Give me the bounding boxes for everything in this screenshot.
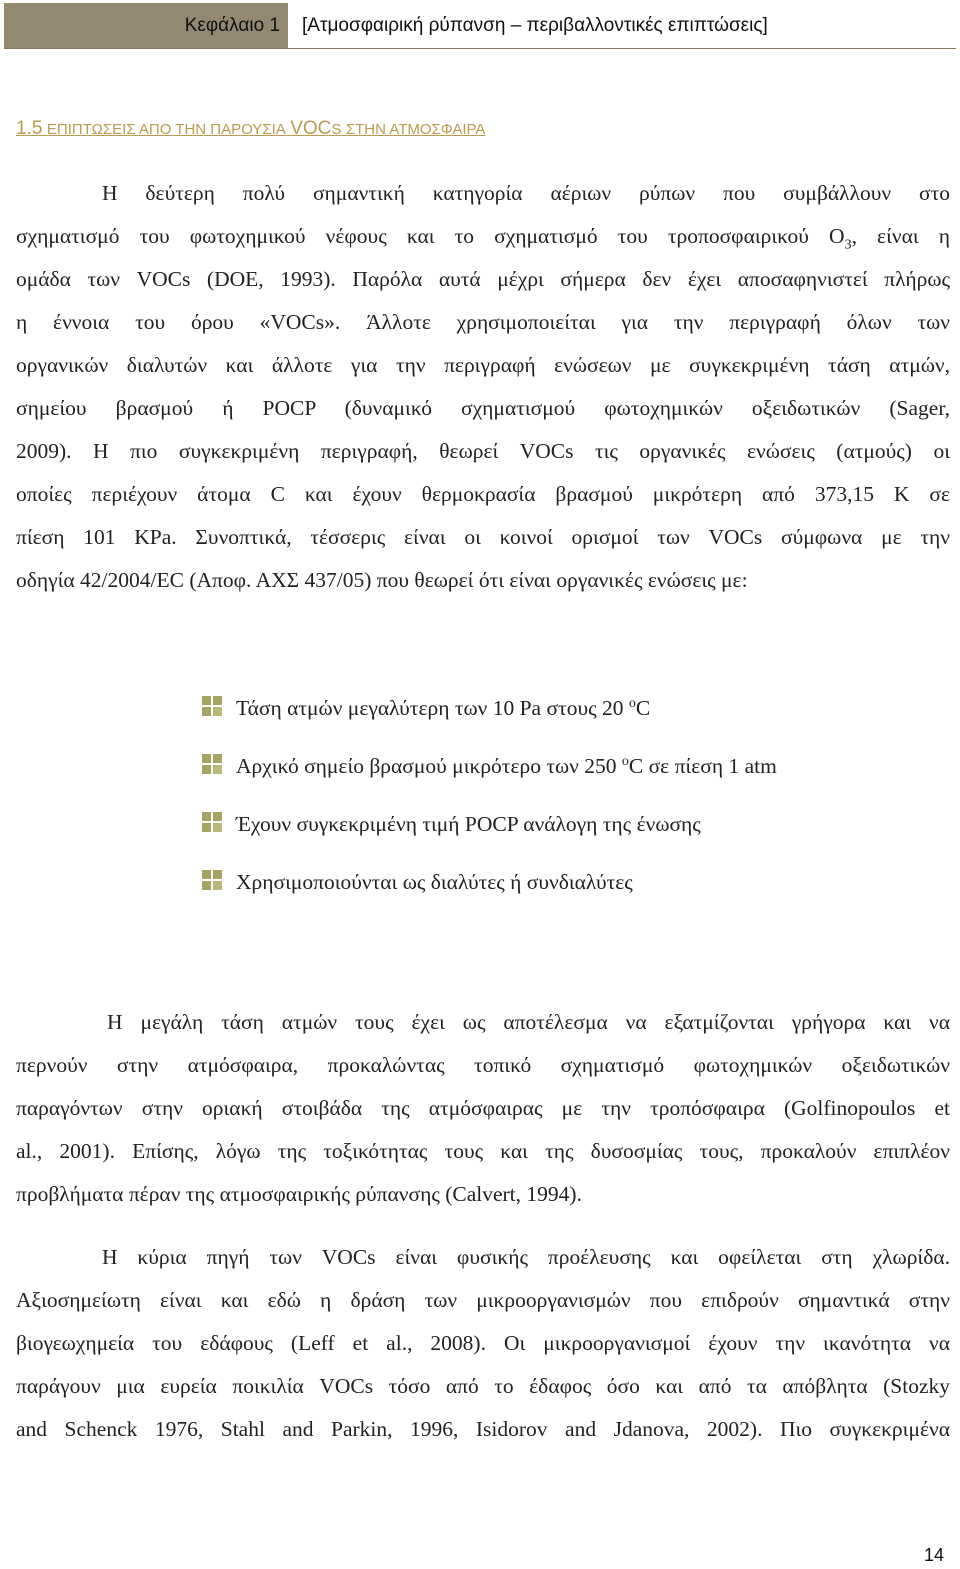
chapter-box — [4, 3, 288, 48]
paragraph-line: Η κύρια πηγή των VOCs είναι φυσικής προέλευσης και οφείλεται στη χλωρίδα. — [102, 1245, 950, 1269]
list-item — [200, 746, 920, 804]
paragraph-line: Αξιοσημείωτη είναι και εδώ η δράση των μικροοργανισμών που επιδρούν σημαντικά στην — [16, 1288, 950, 1312]
paragraph-1 — [16, 172, 950, 602]
paragraph-line: οδηγία 42/2004/ΕC (Αποφ. ΑΧΣ 437/05) που θεωρεί ότι είναι οργανικές ενώσεις με: — [16, 568, 748, 592]
list-item-text: Χρησιμοποιούνται ως διαλύτες ή συνδιαλύτες — [236, 870, 633, 894]
list-item-text: Αρχικό σημείο βρασμού μικρότερο των 250 $^o$C σε πίεση 1 atm — [236, 753, 777, 778]
page-number: 14 — [923, 1545, 944, 1565]
four-squares-bullet-icon — [202, 870, 222, 890]
section-number: 1.5 — [16, 118, 43, 139]
list-item — [200, 688, 920, 746]
paragraph-line: προβλήματα πέραν της ατμοσφαιρικής ρύπανσης (Calvert, 1994). — [16, 1182, 582, 1206]
paragraph-line: περνούν στην ατμόσφαιρα, προκαλώντας τοπικό σχηματισμό φωτοχημικών οξειδωτικών — [16, 1053, 950, 1077]
paragraph-line: παραγόντων στην οριακή στοιβάδα της ατμόσφαιρας με την τροπόσφαιρα (Golfinopoulos et — [16, 1096, 950, 1120]
paragraph-line: ομάδα των VOCs (DOE, 1993). Παρόλα αυτά μέχρι σήμερα δεν έχει αποσαφηνιστεί πλήρως — [16, 267, 950, 291]
paragraph-line: and Schenck 1976, Stahl and Parkin, 1996, Isidorov and Jdanova, 2002). Πιο συγκεκριμένα — [16, 1417, 950, 1441]
paragraph-line: η έννοια του όρου «VOCs». Άλλοτε χρησιμοποιείται για την περιγραφή όλων των — [16, 310, 950, 334]
chapter-label: Κεφάλαιο 1 — [184, 15, 280, 36]
four-squares-bullet-icon — [202, 754, 222, 774]
list-item — [200, 804, 920, 862]
paragraph-line: Η δεύτερη πολύ σημαντική κατηγορία αέριων ρύπων που συμβάλλουν στο — [102, 181, 950, 205]
paragraph-line: σημείου βρασμού ή POCP (δυναμικό σχηματισμού φωτοχημικών οξειδωτικών (Sager, — [16, 396, 950, 420]
paragraph-2 — [16, 1001, 950, 1216]
page-header — [4, 3, 956, 49]
definition-list — [200, 688, 920, 920]
paragraph-text: , είναι η — [851, 224, 950, 248]
paragraph-line: οποίες περιέχουν άτομα C και έχουν θερμοκρασία βρασμού μικρότερη από 373,15 Κ σε — [16, 482, 950, 506]
header-title: [Ατμοσφαιρική ρύπανση – περιβαλλοντικές επιπτώσεις] — [302, 15, 768, 36]
paragraph-line: παράγουν μια ευρεία ποικιλία VOCs τόσο από το έδαφος όσο και από τα απόβλητα (Stozky — [16, 1374, 950, 1398]
section-title-voc: VOC — [290, 118, 332, 139]
section-title-s: S — [331, 121, 342, 138]
section-title-part1: ΕΠΙΠΤΩΣΕΙΣ ΑΠΟ ΤΗΝ ΠΑΡΟΥΣΙΑ — [46, 121, 286, 138]
subscript: 3 — [844, 237, 852, 253]
section-heading — [16, 118, 485, 140]
paragraph-text: σχηματισμό του φωτοχημικού νέφους και το σχηματισμό του τροποσφαιρικού Ο — [16, 224, 845, 248]
paragraph-line: 2009). Η πιο συγκεκριμένη περιγραφή, θεωρεί VOCs τις οργανικές ενώσεις (ατμούς) οι — [16, 439, 950, 463]
paragraph-line: οργανικών διαλυτών και άλλοτε για την περιγραφή ενώσεων με συγκεκριμένη τάση ατμών, — [16, 353, 950, 377]
four-squares-bullet-icon — [202, 696, 222, 716]
paragraph-line: βιογεωχημεία του εδάφους (Leff et al., 2008). Οι μικροοργανισμοί έχουν την ικανότητα να — [16, 1331, 950, 1355]
list-item-text: Τάση ατμών μεγαλύτερη των 10 Pa στους 20 $^o$C — [236, 695, 651, 720]
paragraph-line: al., 2001). Επίσης, λόγω της τοξικότητας τους και της δυσοσμίας τους, προκαλούν επιπλέον — [16, 1139, 950, 1163]
list-item-text: Έχουν συγκεκριμένη τιμή POCP ανάλογη της ένωσης — [236, 812, 701, 836]
section-title-part2: ΣΤΗΝ ΑΤΜΟΣΦΑΙΡΑ — [345, 121, 486, 138]
paragraph-line: Η μεγάλη τάση ατμών τους έχει ως αποτέλεσμα να εξατμίζονται γρήγορα και να — [107, 1010, 950, 1034]
paragraph-line — [16, 215, 950, 258]
list-item — [200, 862, 920, 920]
paragraph-line: πίεση 101 KPa. Συνοπτικά, τέσσερις είναι οι κοινοί ορισμοί των VOCs σύμφωνα με την — [16, 525, 950, 549]
four-squares-bullet-icon — [202, 812, 222, 832]
paragraph-3 — [16, 1236, 950, 1451]
